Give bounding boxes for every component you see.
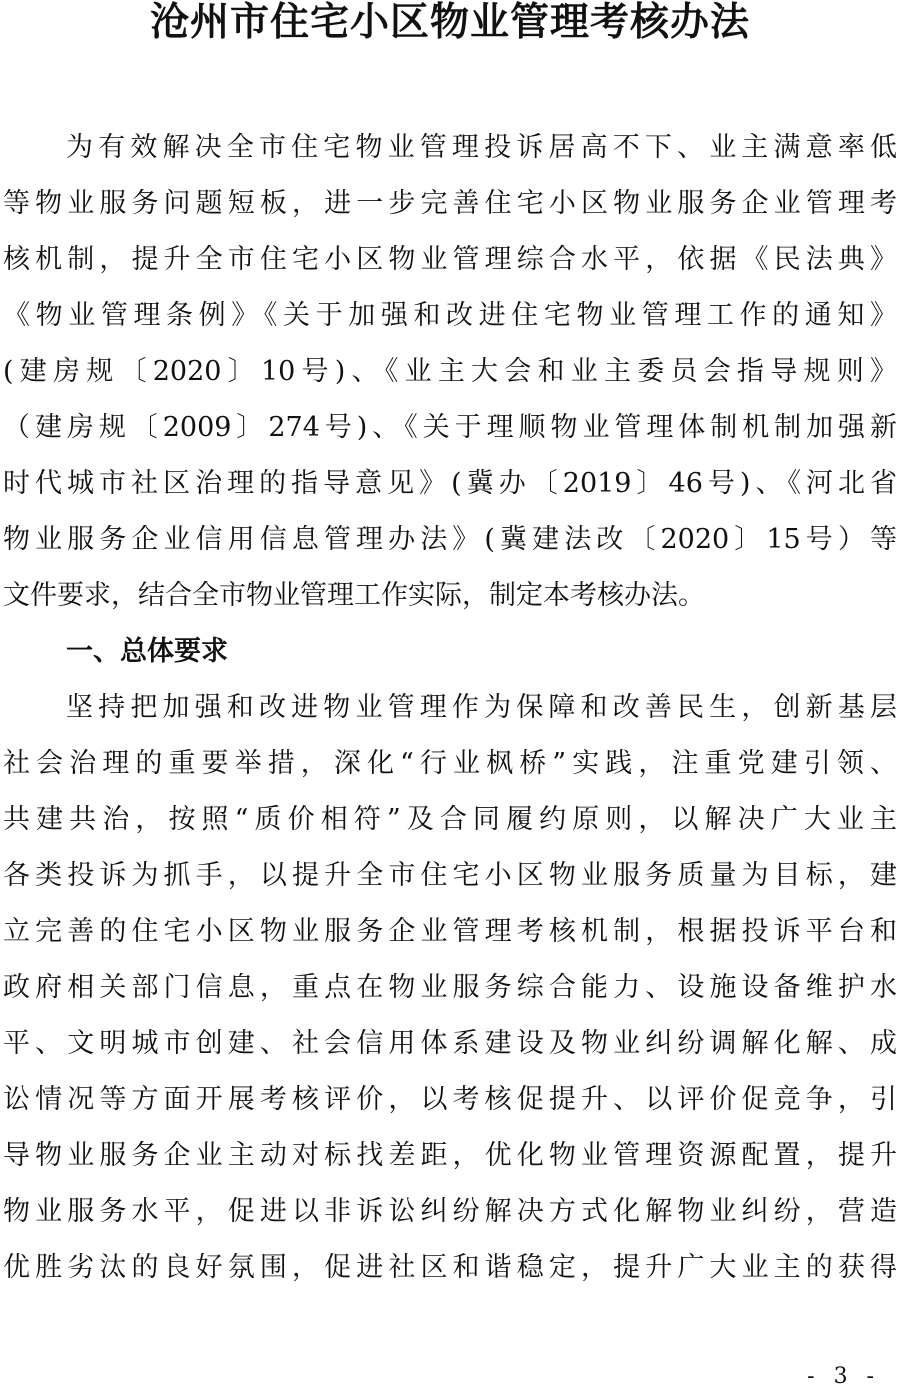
paragraph-line: 物业服务水平，促进以非诉讼纠纷解决方式化解物业纠纷，营造 bbox=[3, 1196, 897, 1227]
paragraph-line: 等物业服务问题短板，进一步完善住宅小区物业服务企业管理考 bbox=[3, 188, 897, 219]
paragraph-line: 各类投诉为抓手，以提升全市住宅小区物业服务质量为目标，建 bbox=[3, 860, 897, 891]
paragraph-line: 共建共治，按照“质价相符”及合同履约原则，以解决广大业主 bbox=[3, 804, 897, 835]
paragraph-line: 物业服务企业信用信息管理办法》(冀建法改〔2020〕15号）等 bbox=[3, 524, 897, 555]
paragraph-line: 讼情况等方面开展考核评价，以考核促提升、以评价促竞争，引 bbox=[3, 1084, 897, 1115]
page-number: - 3 - bbox=[807, 1364, 880, 1389]
document-body bbox=[3, 120, 897, 1296]
paragraph-line: 为有效解决全市住宅物业管理投诉居高不下、业主满意率低 bbox=[66, 132, 897, 163]
paragraph-line: （建房规〔2009〕274号)、《关于理顺物业管理体制机制加强新 bbox=[3, 412, 897, 443]
paragraph-line: 《物业管理条例》《关于加强和改进住宅物业管理工作的通知》 bbox=[3, 300, 897, 331]
paragraph-line: 社会治理的重要举措，深化“行业枫桥”实践，注重党建引领、 bbox=[3, 748, 897, 779]
paragraph-line: 文件要求，结合全市物业管理工作实际，制定本考核办法。 bbox=[3, 580, 705, 611]
paragraph-line: (建房规〔2020〕10号)、《业主大会和业主委员会指导规则》 bbox=[3, 356, 897, 387]
paragraph-line: 优胜劣汰的良好氛围，促进社区和谐稳定，提升广大业主的获得 bbox=[3, 1252, 897, 1283]
paragraph-line: 平、文明城市创建、社会信用体系建设及物业纠纷调解化解、成 bbox=[3, 1028, 897, 1059]
document-title: 沧州市住宅小区物业管理考核办法 bbox=[149, 0, 750, 45]
paragraph-line: 核机制，提升全市住宅小区物业管理综合水平，依据《民法典》 bbox=[3, 244, 897, 275]
paragraph-line: 坚持把加强和改进物业管理作为保障和改善民生，创新基层 bbox=[66, 692, 897, 723]
paragraph-line: 导物业服务企业主动对标找差距，优化物业管理资源配置，提升 bbox=[3, 1140, 897, 1171]
paragraph-line: 立完善的住宅小区物业服务企业管理考核机制，根据投诉平台和 bbox=[3, 916, 897, 947]
section-heading: 一、总体要求 bbox=[66, 636, 228, 667]
paragraph-line: 时代城市社区治理的指导意见》(冀办〔2019〕46号)、《河北省 bbox=[3, 468, 897, 499]
paragraph-line: 政府相关部门信息，重点在物业服务综合能力、设施设备维护水 bbox=[3, 972, 897, 1003]
